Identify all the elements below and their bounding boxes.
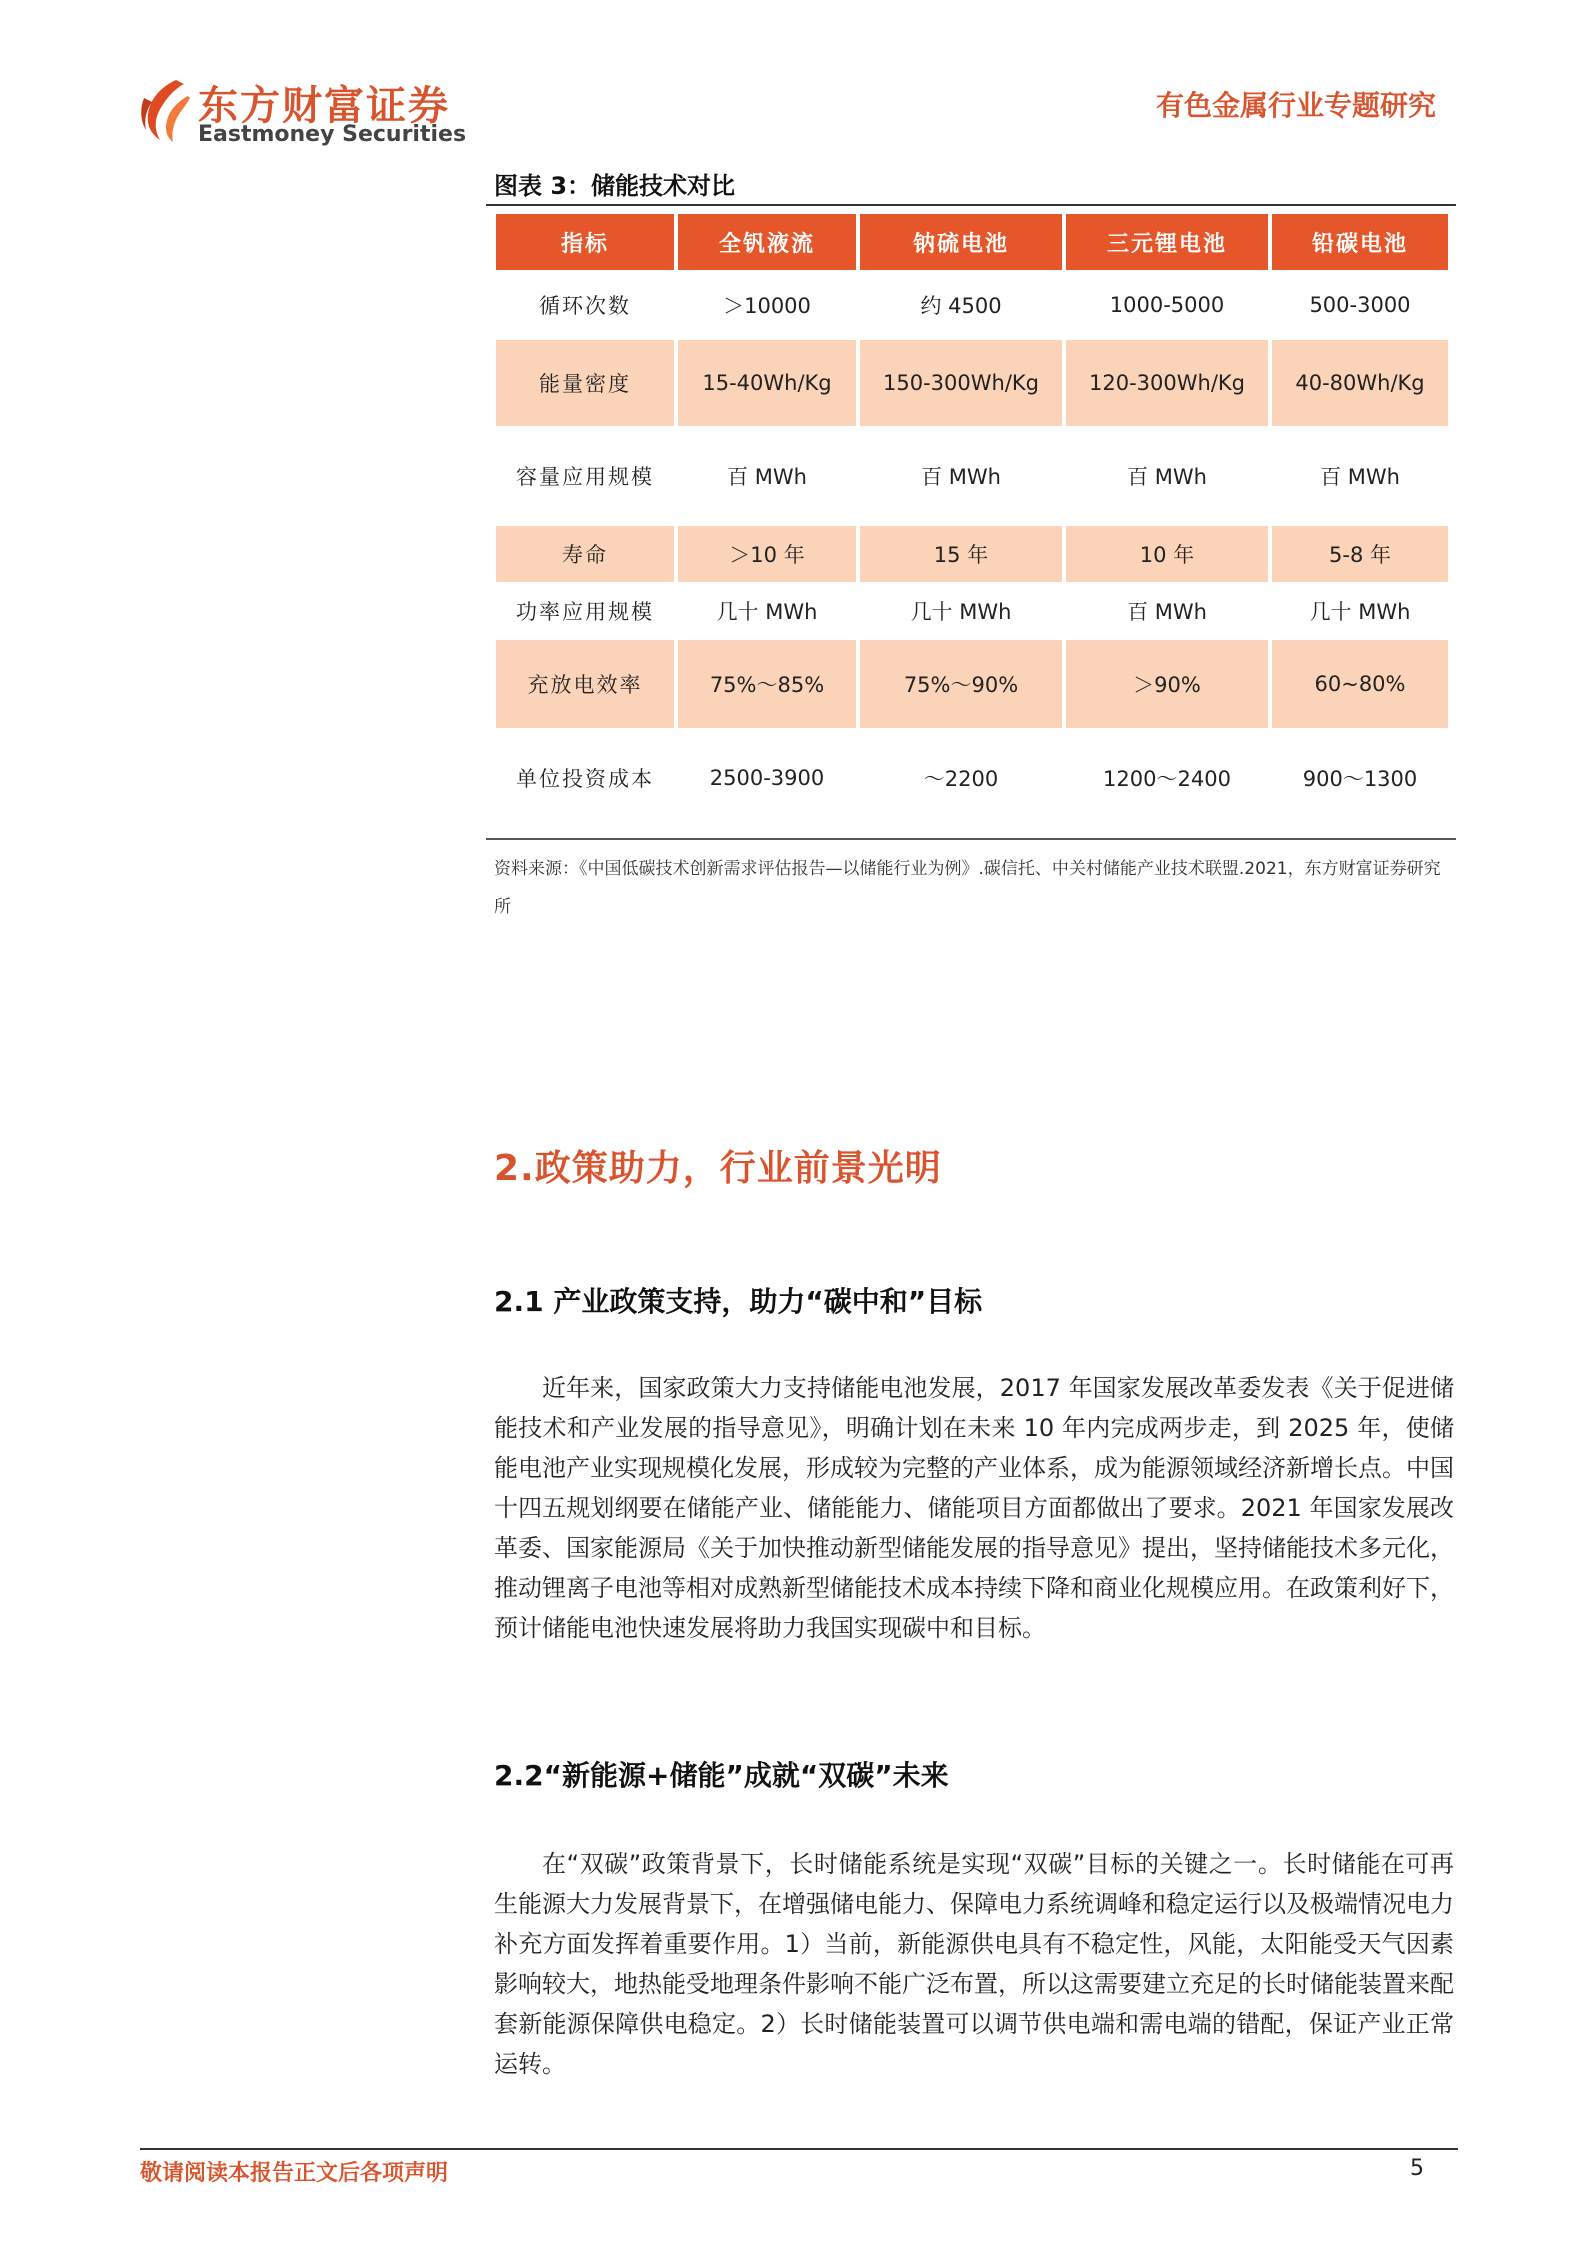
table-cell: 10 年 (1066, 526, 1268, 582)
figure-top-rule (486, 204, 1456, 206)
table-cell: 几十 MWh (1309, 600, 1411, 624)
table-row (496, 340, 1448, 426)
table-cell: 150-300Wh/Kg (860, 340, 1062, 426)
table-cell: 5-8 年 (1272, 526, 1448, 582)
table-cell: 几十 MWh (716, 600, 818, 624)
table-cell: 几十 MWh (910, 600, 1012, 624)
table-cell: 500-3000 (1309, 293, 1411, 317)
table-cell: 约 4500 (920, 294, 1002, 318)
table-header-row (496, 214, 1448, 270)
table-cell: 40-80Wh/Kg (1272, 340, 1448, 426)
row-label: 寿命 (496, 526, 674, 582)
logo-english-name: Eastmoney Securities (198, 122, 467, 147)
table-cell: ＞10000 (723, 294, 811, 318)
section-heading: 2.政策助力，行业前景光明 (494, 1148, 942, 1189)
table-cell: 900～1300 (1302, 767, 1418, 791)
table-cell: ＞90% (1066, 640, 1268, 728)
table-cell: 百 MWh (727, 465, 807, 489)
footer-rule (140, 2148, 1458, 2150)
table-cell: ＞10 年 (678, 526, 856, 582)
table-cell: 75%～90% (860, 640, 1062, 728)
table-row (496, 732, 1448, 824)
table-header-cell: 三元锂电池 (1066, 214, 1268, 270)
table-row (496, 586, 1448, 636)
table-cell: 百 MWh (1127, 465, 1207, 489)
logo-chinese-name: 东方财富证券 (198, 83, 450, 129)
row-label: 功率应用规模 (516, 600, 654, 624)
table-header-cell: 全钒液流 (678, 214, 856, 270)
table-cell: 120-300Wh/Kg (1066, 340, 1268, 426)
table-row (496, 526, 1448, 582)
table-row (496, 274, 1448, 336)
figure-source-note: 资料来源：《中国低碳技术创新需求评估报告—以储能行业为例》.碳信托、中关村储能产业技术联盟.2021，东方财富证券研究所 (494, 859, 1441, 917)
storage-comparison-table (496, 214, 1448, 828)
row-label: 能量密度 (496, 340, 674, 426)
table-cell: 15 年 (860, 526, 1062, 582)
table-header-cell: 钠硫电池 (860, 214, 1062, 270)
row-label: 循环次数 (539, 294, 631, 318)
row-label: 单位投资成本 (516, 767, 654, 791)
table-cell: 1000-5000 (1109, 293, 1225, 317)
table-cell: 75%～85% (678, 640, 856, 728)
subsection-heading: 2.2“新能源+储能”成就“双碳”未来 (494, 1759, 949, 1792)
table-cell: 百 MWh (1127, 600, 1207, 624)
table-cell: 15-40Wh/Kg (678, 340, 856, 426)
body-paragraph: 近年来，国家政策大力支持储能电池发展，2017 年国家发展改革委发表《关于促进储能技术和产业发展的指导意见》，明确计划在未来 10 年内完成两步走，到 2025 年，使储能电池产业实现规模化发展，形成较为完整的产业体系，成为能源领域经济新增长点。中国十四五规划纲要在储能产业、储能能力、储能项目方面都做出了要求。2021 年国家发展改革委、国家能源局《关于加快推动新型储能发展的指导意见》提出，坚持储能技术多元化，推动锂离子电池等相对成熟新型储能技术成本持续下降和商业化规模应用。在政策利好下，预计储能电池快速发展将助力我国实现碳中和目标。 (494, 1374, 1454, 1642)
row-label: 充放电效率 (496, 640, 674, 728)
figure-bottom-rule (486, 838, 1456, 840)
table-row (496, 430, 1448, 522)
table-header-cell: 指标 (496, 214, 674, 270)
body-paragraph: 在“双碳”政策背景下，长时储能系统是实现“双碳”目标的关键之一。长时储能在可再生能源大力发展背景下，在增强储电能力、保障电力系统调峰和稳定运行以及极端情况电力补充方面发挥着重要作用。1）当前，新能源供电具有不稳定性，风能，太阳能受天气因素影响较大，地热能受地理条件影响不能广泛布置，所以这需要建立充足的长时储能装置来配套新能源保障供电稳定。2）长时储能装置可以调节供电端和需电端的错配，保证产业正常运转。 (494, 1850, 1454, 2078)
table-cell: 60~80% (1272, 640, 1448, 728)
table-header-cell: 铅碳电池 (1272, 214, 1448, 270)
table-cell: 百 MWh (921, 465, 1001, 489)
table-row (496, 640, 1448, 728)
subsection-heading: 2.1 产业政策支持，助力“碳中和”目标 (494, 1285, 983, 1318)
eastmoney-logo-icon (136, 78, 192, 144)
page-number: 5 (1410, 2156, 1424, 2181)
table-cell: ～2200 (923, 767, 999, 791)
row-label: 容量应用规模 (516, 465, 654, 489)
report-title: 有色金属行业专题研究 (1155, 89, 1436, 122)
table-cell: 百 MWh (1320, 465, 1400, 489)
table-cell: 2500-3900 (709, 766, 825, 790)
footer-disclaimer: 敬请阅读本报告正文后各项声明 (140, 2161, 449, 2186)
figure-title: 图表 3：储能技术对比 (494, 172, 736, 200)
table-cell: 1200～2400 (1103, 767, 1231, 791)
